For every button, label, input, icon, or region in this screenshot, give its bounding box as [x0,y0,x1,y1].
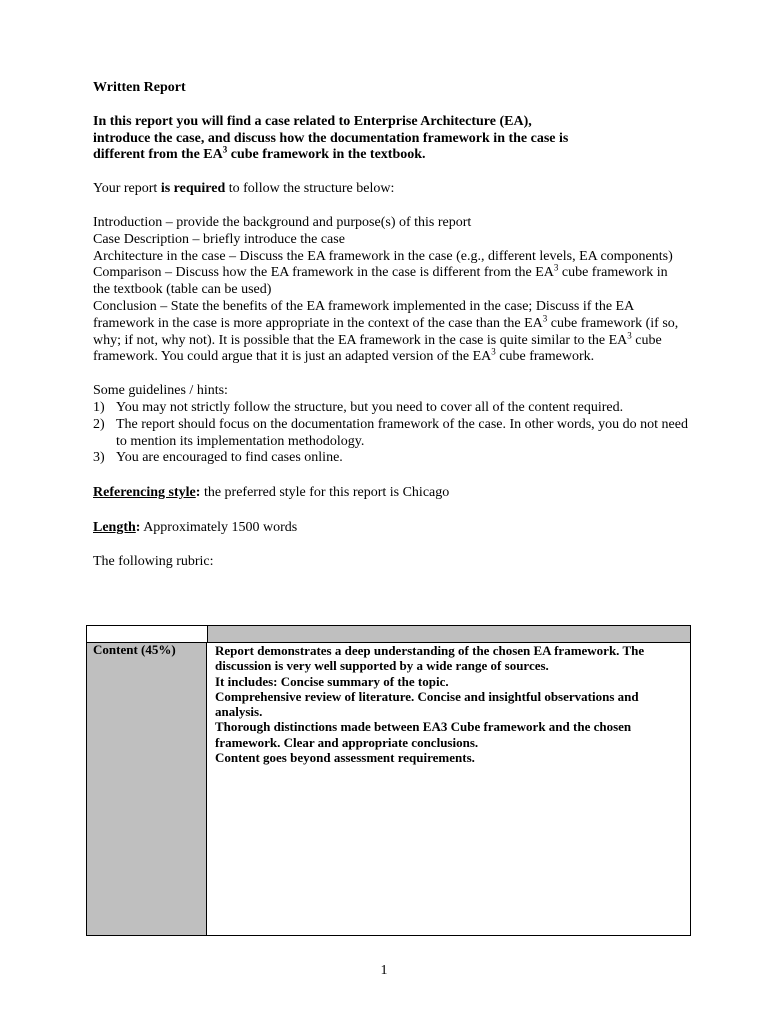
guideline-item: 2) The report should focus on the documentation framework of the case. In other words, you do not need to mention its implementation methodology. [93,416,688,449]
rubric-intro: The following rubric: [93,553,214,569]
report-intro: In this report you will find a case related to Enterprise Architecture (EA), introduce the case, and discuss how the documentation framework in the case is different from the $EA^3$ cube framework in the textbook. [93,113,569,163]
structure-introduction: Introduction – provide the background and purpose(s) of this report [93,214,472,230]
rubric-table [86,625,691,936]
guidelines-title: Some guidelines / hints: [93,383,228,399]
rubric-criterion: Content (45%) [87,643,207,935]
structure-conclusion: Conclusion – State the benefits of the EA framework implemented in the case; Discuss if the EA framework in the case is more appropriate in the context of the case than the $EA^3$ cube framework (if so, why; if not, why not). It is possible that the EA framework in the case is quite similar to the $EA^3$ cube framework. You could argue that it is just an adapted version of the $EA^3$ cube framework. [93,298,679,365]
guideline-item: 3) You are encouraged to find cases online. [93,450,343,466]
structure-lead: Your report is required to follow the structure below: [93,181,395,197]
document-page [93,80,688,571]
rubric-header-row [87,626,690,643]
rubric-description: Report demonstrates a deep understanding of the chosen EA framework. The discussion is very well supported by a wide range of sources. It includes: Concise summary of the topic. Comprehensive review of literature. Concise and insightful observations and analysis. Thorough distinctions made between EA3 Cube framework and the chosen framework. Clear and appropriate conclusions. Content goes beyond assessment requirements. [215,643,645,766]
structure-case-description: Case Description – briefly introduce the case [93,231,345,247]
rubric-header-cell [208,626,690,642]
guidelines-list [93,400,688,467]
length-requirement: Length: Approximately 1500 words [93,519,298,535]
structure-list [93,215,688,366]
rubric-header-cell [87,626,208,642]
structure-architecture: Architecture in the case – Discuss the EA framework in the case (e.g., different levels, EA components) [93,248,673,264]
referencing-style: Referencing style: the preferred style for this report is Chicago [93,485,450,501]
page-number: 1 [380,963,388,978]
report-title: Written Report [93,80,186,95]
structure-comparison: Comparison – Discuss how the EA framework in the case is different from the $EA^3$ cube framework in the textbook (table can be used) [93,262,668,298]
guideline-item: 1) You may not strictly follow the structure, but you need to cover all of the content required. [93,399,624,415]
